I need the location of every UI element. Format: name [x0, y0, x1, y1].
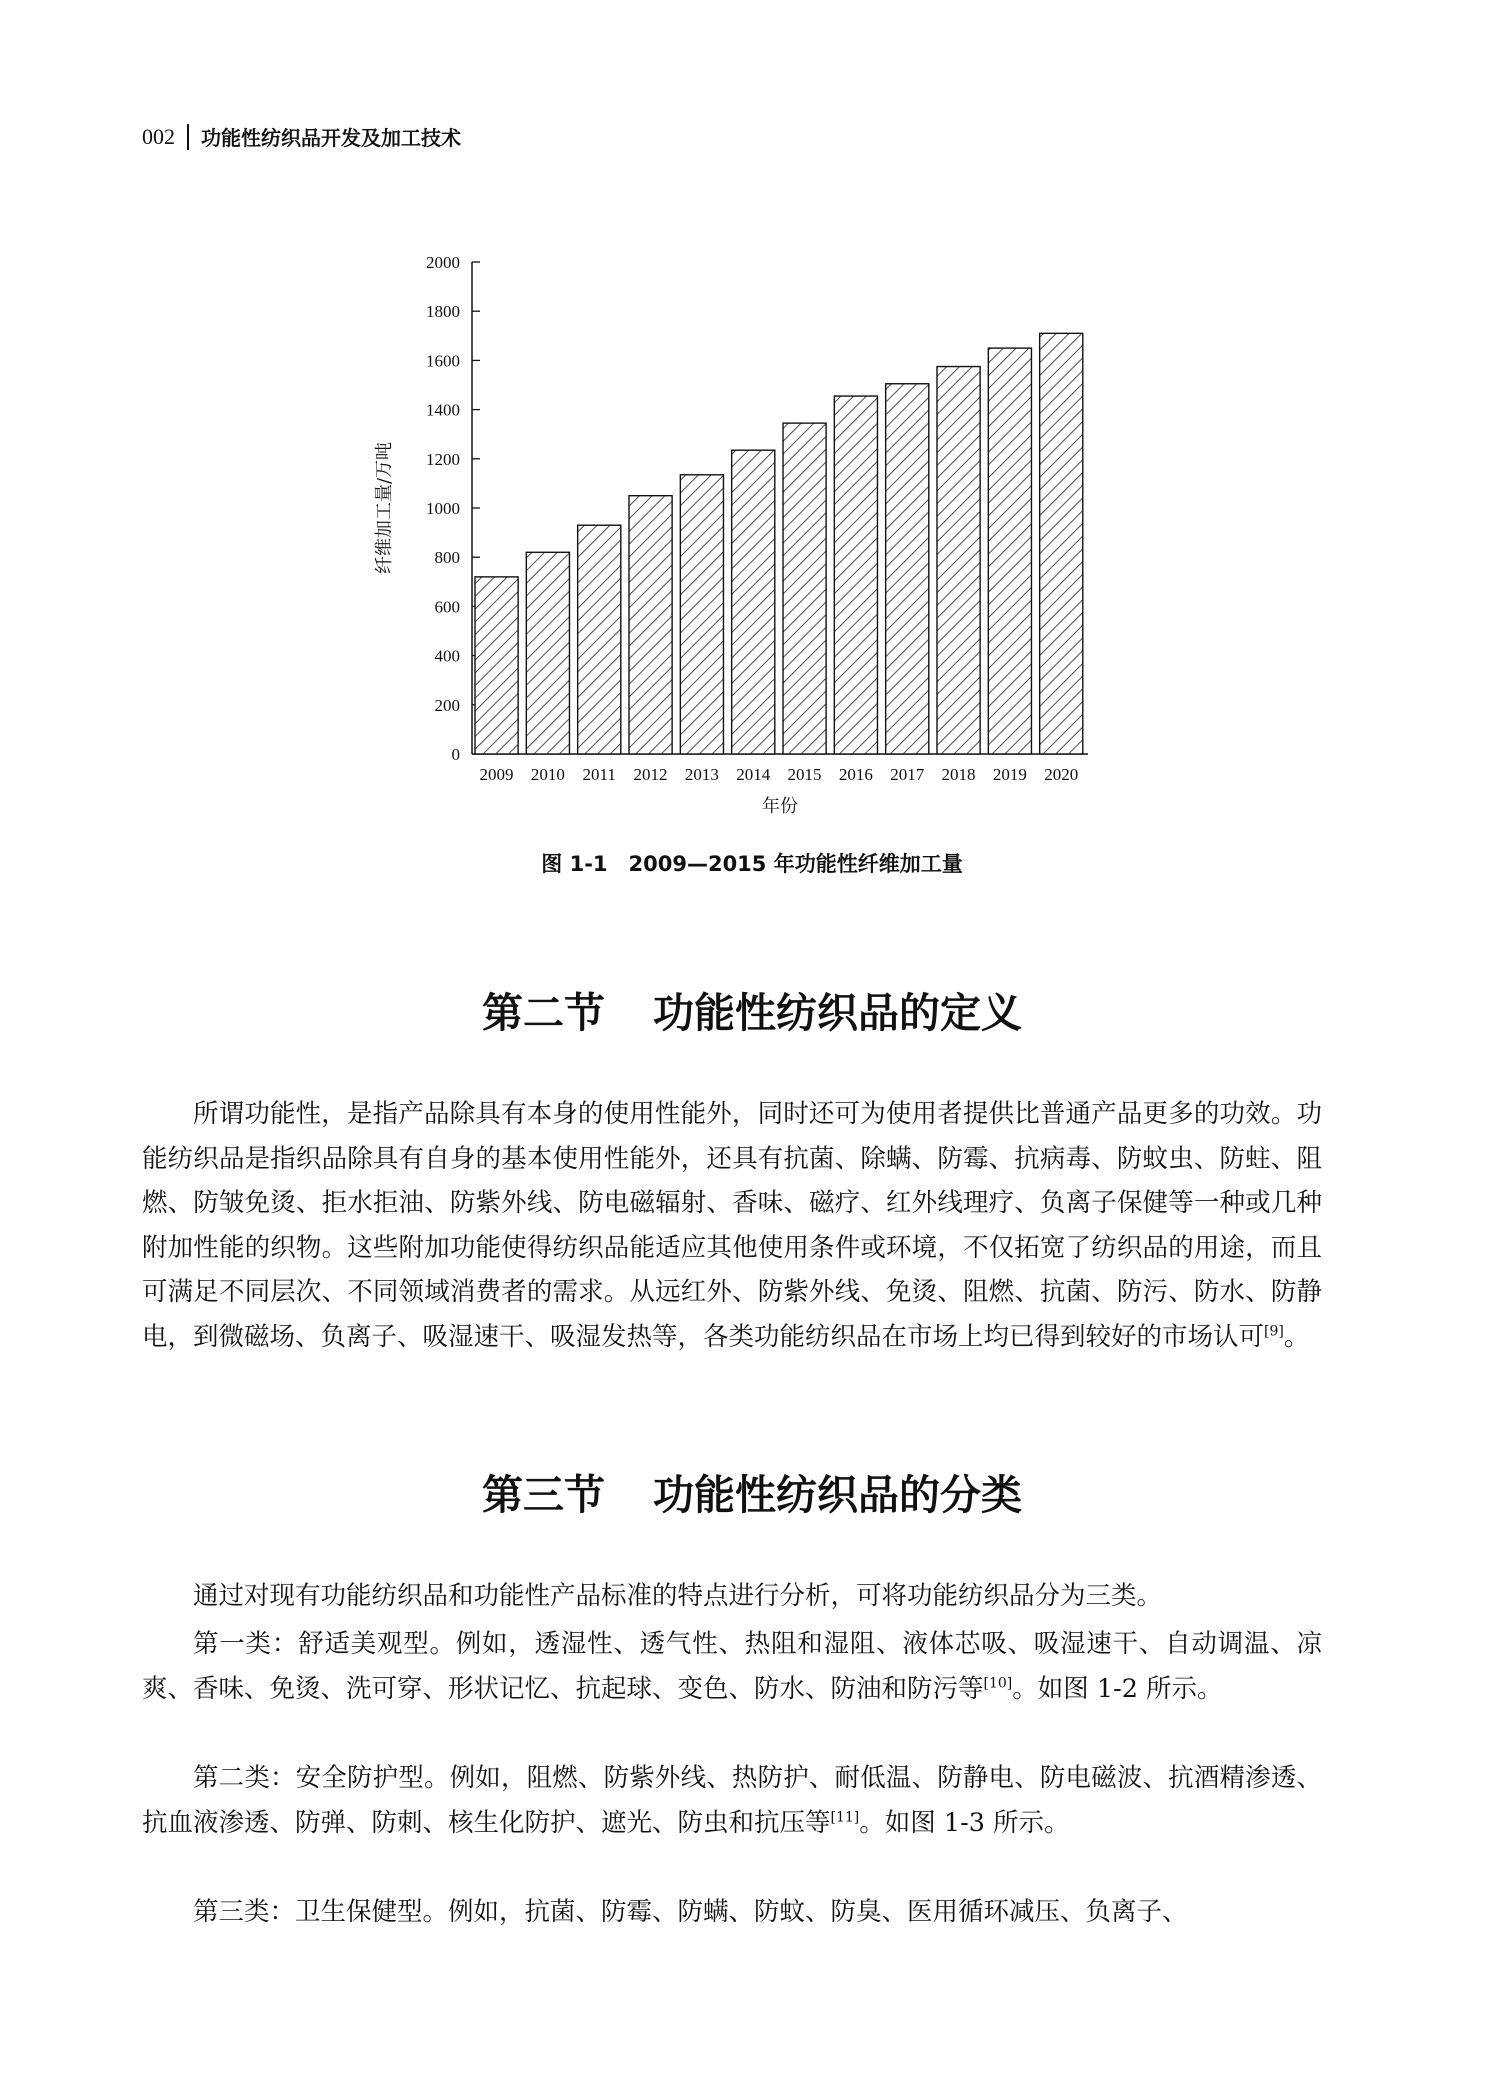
book-title: 功能性纺织品开发及加工技术: [201, 126, 461, 150]
bar-2012: [629, 496, 672, 754]
bar-2014: [732, 450, 775, 754]
bar-2016: [834, 396, 877, 754]
section-2-paragraph: [142, 1092, 1322, 1359]
section-2-text: 所谓功能性，是指产品除具有本身的使用性能外，同时还可为使用者提供比普通产品更多的功效。功能纺织品是指织品除具有自身的基本使用性能外，还具有抗菌、除螨、防霉、抗病毒、防蚊虫、防蛀、阻燃、防皱免烫、拒水拒油、防紫外线、防电磁辐射、香味、磁疗、红外线理疗、负离子保健等一种或几种附加性能的织物。这些附加功能使得纺织品能适应其他使用条件或环境，不仅拓宽了纺织品的用途，而且可满足不同层次、不同领域消费者的需求。从远红外、防紫外线、免烫、阻燃、抗菌、防污、防水、防静电，到微磁场、负离子、吸湿速干、吸湿发热等，各类功能纺织品在市场上均已得到较好的市场认可: [142, 1099, 1322, 1352]
y-tick-label: 200: [434, 695, 460, 715]
x-tick-label: 2011: [582, 765, 616, 784]
class-1-paragraph: [142, 1622, 1322, 1711]
x-tick-label: 2019: [992, 765, 1027, 784]
section-3-number: 第三节: [482, 1471, 605, 1519]
x-tick-label: 2012: [633, 765, 668, 784]
section-3-intro: 通过对现有功能纺织品和功能性产品标准的特点进行分析，可将功能纺织品分为三类。: [193, 1581, 1163, 1611]
x-tick-label: 2010: [530, 765, 565, 784]
x-tick-label: 2014: [736, 765, 771, 784]
bar-2015: [783, 423, 826, 754]
bar-2018: [937, 367, 980, 754]
y-tick-label: 1200: [426, 449, 460, 469]
bar-2017: [886, 384, 929, 754]
y-tick-label: 1800: [426, 302, 460, 322]
citation-9: [9]: [1264, 1323, 1284, 1339]
y-axis-label: 纤维加工量/万吨: [374, 441, 395, 575]
bar-2013: [680, 475, 723, 754]
y-tick-label: 800: [434, 548, 460, 568]
class-3-paragraph: 第三类：卫生保健型。例如，抗菌、防霉、防螨、防蚊、防臭、医用循环减压、负离子、: [193, 1897, 1188, 1927]
section-2-number: 第二节: [482, 989, 605, 1037]
figure-caption: 图 1-1 2009—2015 年功能性纤维加工量: [541, 852, 963, 876]
class-2-text: 第二类：安全防护型。例如，阻燃、防紫外线、热防护、耐低温、防静电、防电磁波、抗酒精渗透、抗血液渗透、防弹、防刺、核生化防护、遮光、防虫和抗压等: [142, 1763, 1322, 1838]
x-tick-label: 2016: [838, 765, 873, 784]
bar-2009: [475, 577, 518, 754]
section-2-heading: [0, 980, 1504, 1039]
section-3-heading: [0, 1462, 1504, 1521]
header-divider: [187, 124, 189, 150]
running-head: [142, 122, 461, 151]
x-tick-label: 2017: [890, 765, 925, 784]
y-tick-label: 600: [434, 597, 460, 617]
bar-2019: [988, 348, 1031, 754]
class-2-paragraph: [142, 1756, 1322, 1845]
page-number: 002: [142, 123, 175, 149]
y-tick-label: 400: [434, 646, 460, 666]
x-tick-label: 2020: [1044, 765, 1079, 784]
section-3-title: 功能性纺织品的分类: [653, 1471, 1022, 1519]
x-axis-label: 年份: [762, 796, 798, 817]
chart-bars: [475, 333, 1083, 754]
citation-10: [10]: [983, 1675, 1013, 1691]
x-tick-label: 2015: [787, 765, 822, 784]
y-tick-label: 1600: [426, 351, 460, 371]
y-tick-label: 1000: [426, 499, 460, 518]
y-tick-label: 0: [451, 745, 460, 764]
x-tick-label: 2013: [684, 765, 719, 784]
class-2-end: 。如图 1-3 所示。: [859, 1807, 1070, 1838]
y-tick-label: 2000: [426, 253, 460, 272]
citation-11: [11]: [830, 1809, 860, 1825]
x-tick-label: 2018: [941, 765, 976, 784]
class-1-text: 第一类：舒适美观型。例如，透湿性、透气性、热阻和湿阻、液体芯吸、吸湿速干、自动调温、凉爽、香味、免烫、洗可穿、形状记忆、抗起球、变色、防水、防油和防污等: [142, 1629, 1322, 1704]
section-2-end: 。: [1283, 1321, 1310, 1352]
bar-chart: [360, 240, 1120, 840]
bar-2020: [1040, 333, 1083, 754]
x-tick-label: 2009: [479, 765, 514, 784]
bar-2010: [526, 552, 569, 754]
section-2-title: 功能性纺织品的定义: [653, 989, 1022, 1037]
class-1-end: 。如图 1-2 所示。: [1012, 1673, 1223, 1704]
y-tick-label: 1400: [426, 400, 460, 420]
bar-2011: [578, 525, 621, 754]
